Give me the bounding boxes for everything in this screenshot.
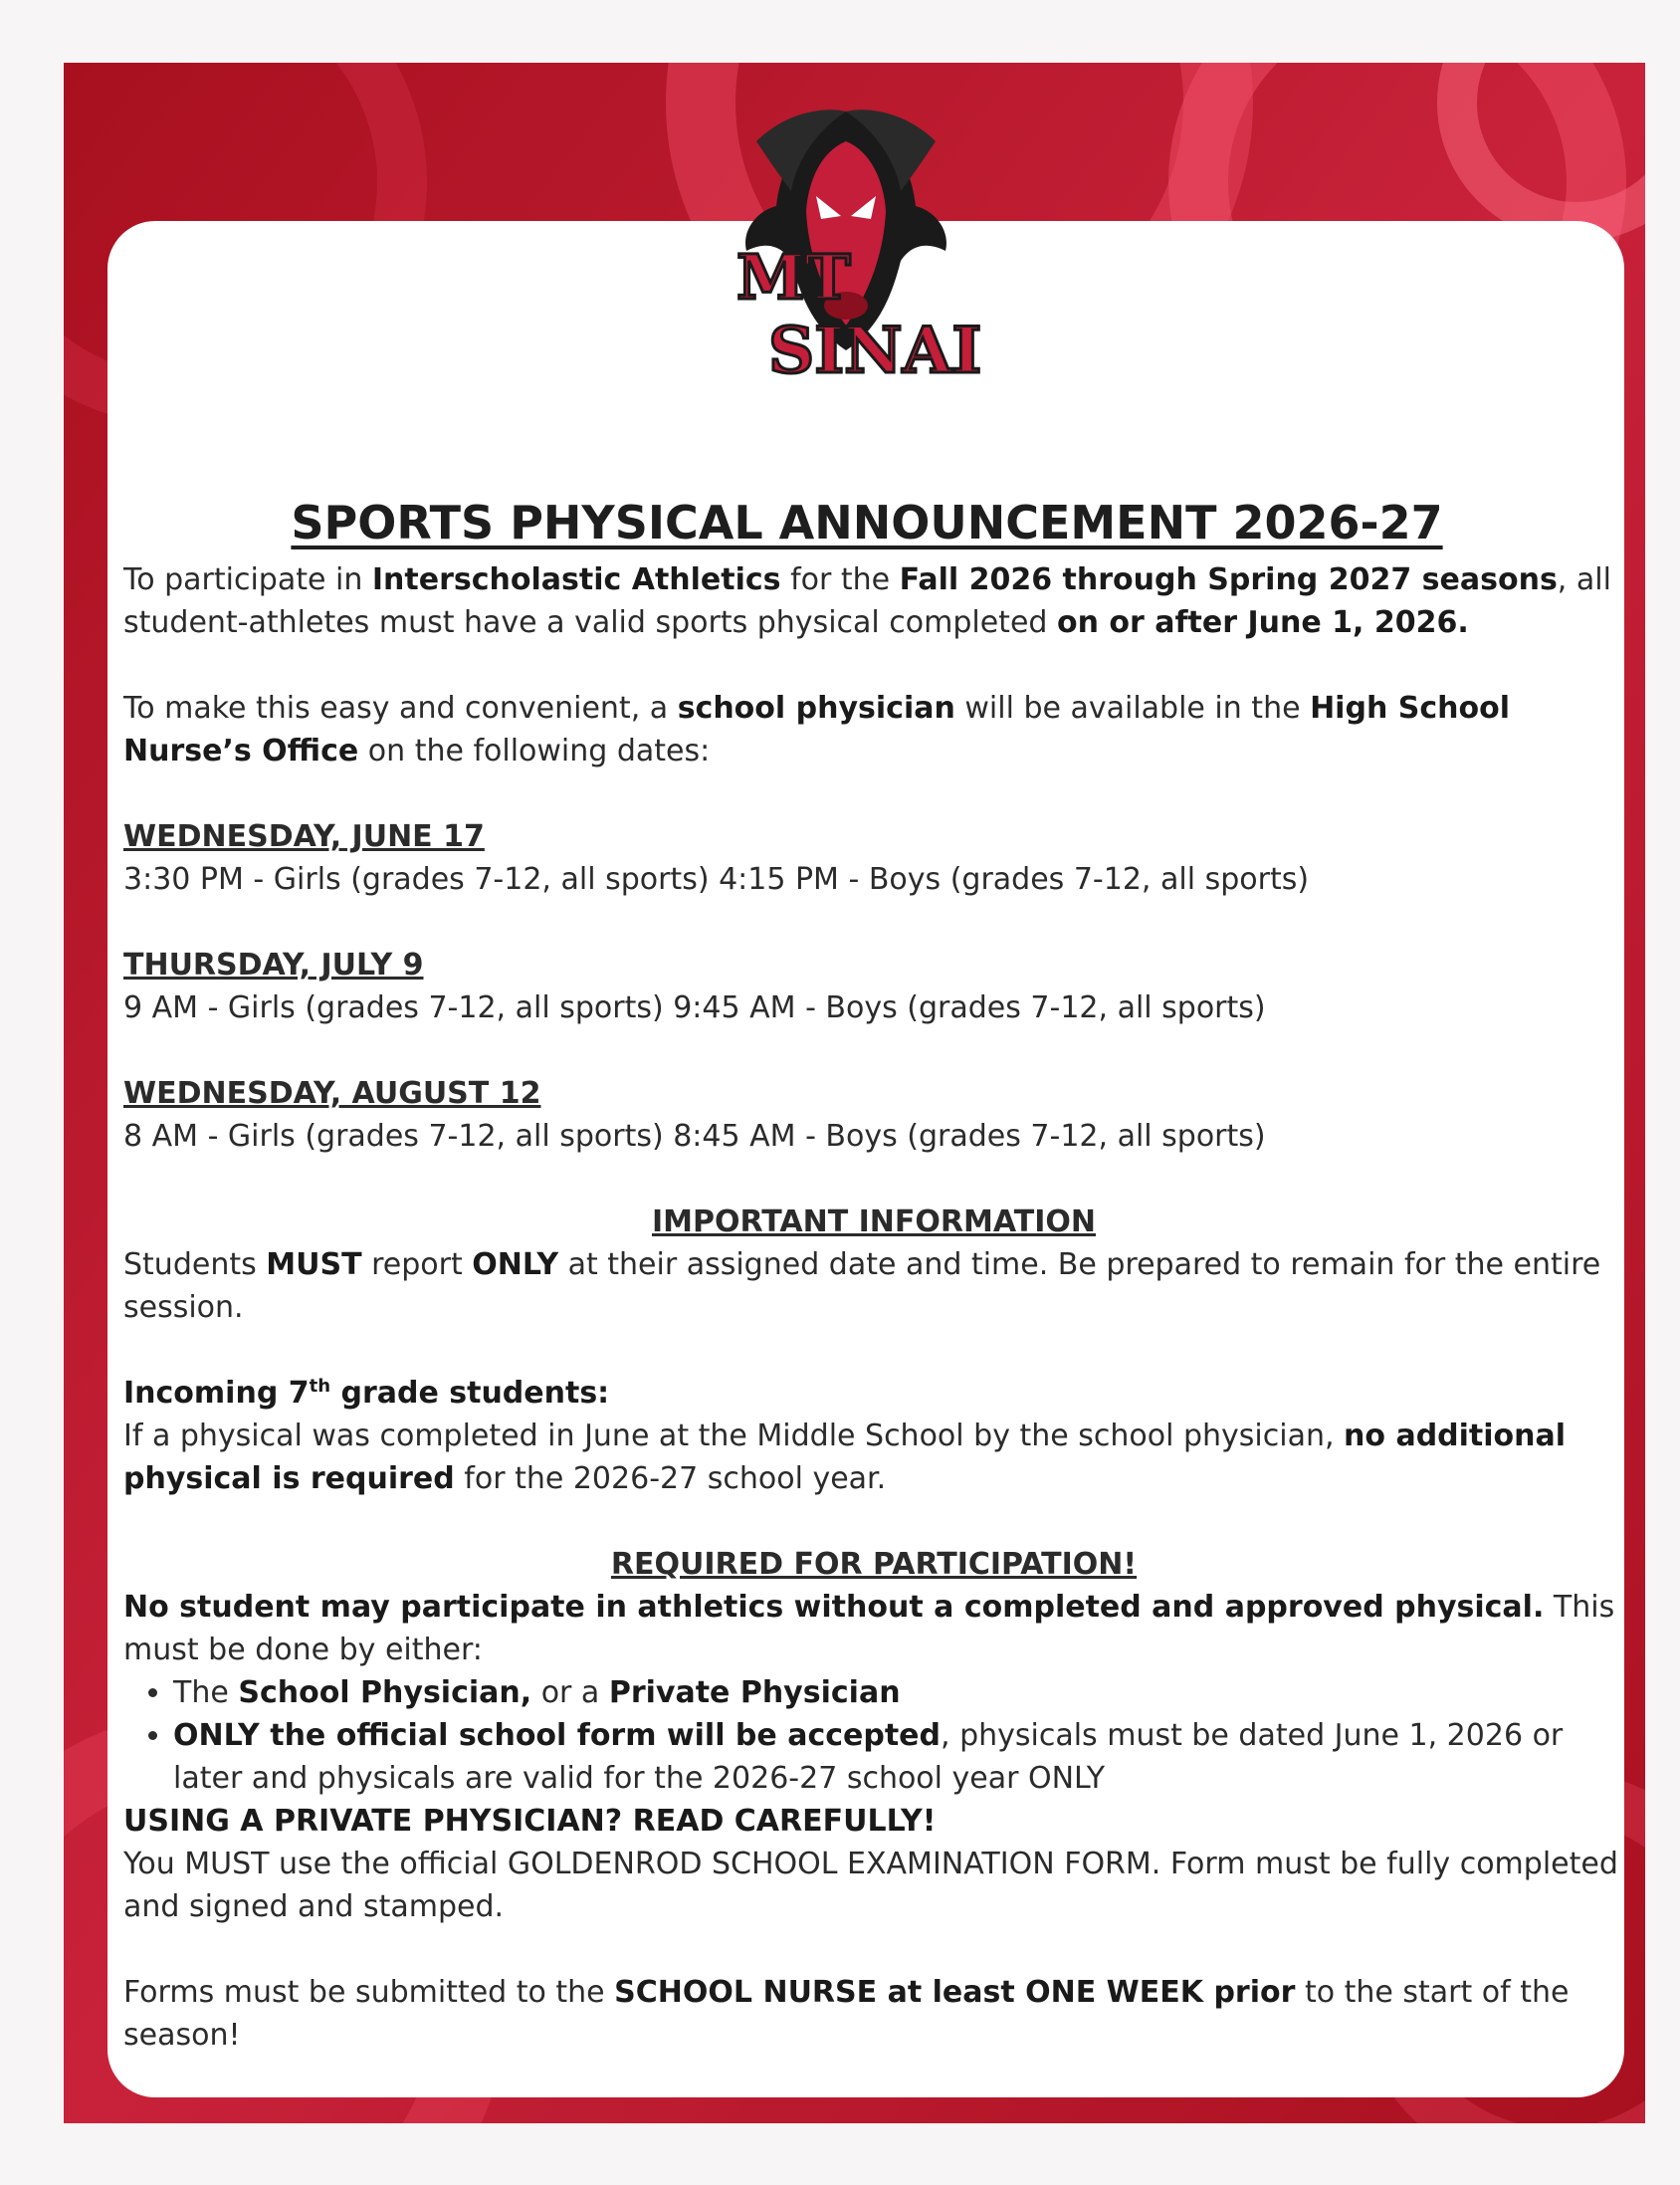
- list-item: • The School Physician, or a Private Physician: [173, 1671, 1624, 1714]
- date-times-june: 3:30 PM - Girls (grades 7-12, all sports) 4:15 PM - Boys (grades 7-12, all sports): [123, 862, 1310, 897]
- forms-paragraph: Forms must be submitted to the SCHOOL NURSE at least ONE WEEK prior to the start of the season!: [123, 1975, 1570, 2053]
- convenience-paragraph: To make this easy and convenient, a school physician will be available in the High School Nurse’s Office on the following dates:: [123, 691, 1510, 768]
- required-paragraph: No student may participate in athletics without a completed and approved physical. This must be done by either:: [123, 1590, 1615, 1667]
- private-physician-paragraph: You MUST use the official GOLDENROD SCHOOL EXAMINATION FORM. Form must be fully completed and signed and stamped.: [123, 1847, 1618, 1924]
- announcement-body: [123, 493, 1624, 2057]
- incoming-heading: Incoming 7th grade students:: [123, 1376, 610, 1411]
- mt-sinai-logo: [697, 102, 1011, 396]
- date-heading-june: WEDNESDAY, JUNE 17: [123, 819, 485, 854]
- logo-text-mt: MT: [736, 241, 851, 314]
- requirement-list: [123, 1671, 1624, 1800]
- date-heading-august: WEDNESDAY, AUGUST 12: [123, 1076, 541, 1111]
- date-times-august: 8 AM - Girls (grades 7-12, all sports) 8:45 AM - Boys (grades 7-12, all sports): [123, 1119, 1266, 1154]
- page-title: SPORTS PHYSICAL ANNOUNCEMENT 2026-27: [291, 496, 1443, 549]
- intro-paragraph: To participate in Interscholastic Athletics for the Fall 2026 through Spring 2027 seasons, all student-athletes must have a valid sports physical completed on or after June 1, 2026.: [123, 562, 1611, 640]
- important-heading: IMPORTANT INFORMATION: [652, 1204, 1096, 1239]
- incoming-paragraph: If a physical was completed in June at the Middle School by the school physician, no additional physical is required for the 2026-27 school year.: [123, 1419, 1567, 1496]
- date-heading-july: THURSDAY, JULY 9: [123, 948, 424, 983]
- important-paragraph: Students MUST report ONLY at their assigned date and time. Be prepared to remain for the entire session.: [123, 1247, 1601, 1325]
- logo-text-sinai: SINAI: [768, 314, 982, 388]
- list-item: • ONLY the official school form will be accepted, physicals must be dated June 1, 2026 or later and physicals are valid for the 2026-27 school year ONLY: [173, 1714, 1624, 1800]
- private-physician-heading: USING A PRIVATE PHYSICIAN? READ CAREFULLY!: [123, 1804, 937, 1839]
- required-heading: REQUIRED FOR PARTICIPATION!: [610, 1547, 1138, 1582]
- date-times-july: 9 AM - Girls (grades 7-12, all sports) 9:45 AM - Boys (grades 7-12, all sports): [123, 990, 1266, 1025]
